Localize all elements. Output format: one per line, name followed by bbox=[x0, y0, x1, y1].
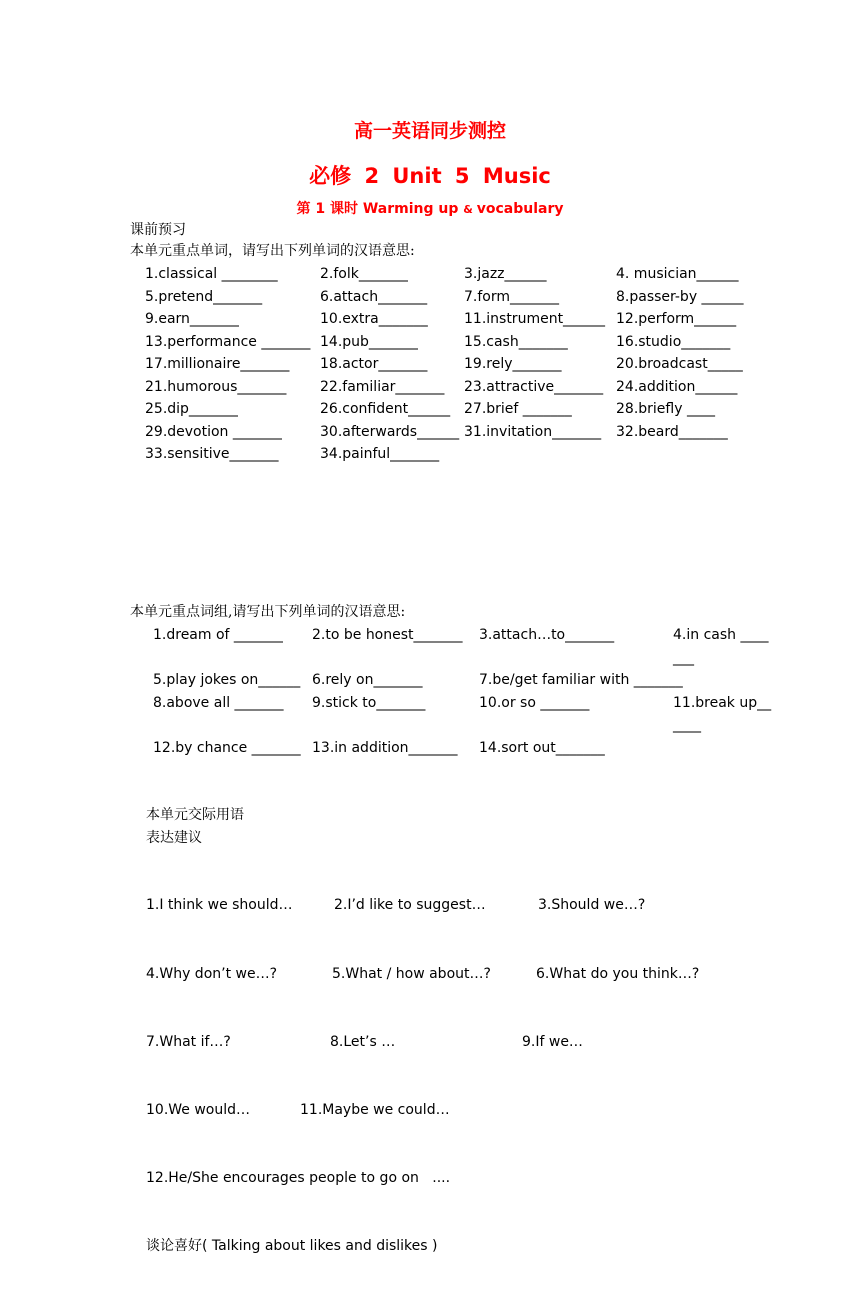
preview-label: 课前预习 bbox=[130, 222, 186, 238]
phrase-item: 10.or so _______ bbox=[479, 694, 590, 711]
phrase-item: 3.attach…to_______ bbox=[479, 627, 615, 643]
word-item: 7.form_______ bbox=[464, 288, 559, 305]
unit-subtitle: 必修 2 Unit 5 Music bbox=[309, 164, 551, 188]
word-item: 17.millionaire_______ bbox=[145, 356, 290, 372]
phrase-item: 12.by chance _______ bbox=[153, 739, 301, 756]
phrase-item: 8.above all _______ bbox=[153, 694, 284, 711]
words-row bbox=[145, 376, 764, 399]
word-item: 6.attach_______ bbox=[320, 288, 428, 305]
expression-line: 12.He/She encourages people to go on .... bbox=[146, 1169, 451, 1186]
expression-line: 7.What if…? 8.Let’s … 9.If we… bbox=[146, 1033, 583, 1050]
word-item: 34.painful_______ bbox=[320, 446, 440, 462]
phrase-item: 9.stick to_______ bbox=[312, 694, 426, 711]
word-item: 13.performance _______ bbox=[145, 333, 311, 350]
lesson-title-main: 第 1 课时 Warming up bbox=[296, 201, 464, 217]
word-item: 2.folk_______ bbox=[320, 266, 408, 282]
phrase-item: 2.to be honest_______ bbox=[312, 627, 463, 643]
expression-line: 10.We would… 11.Maybe we could… bbox=[146, 1101, 450, 1118]
lesson-title-rest: vocabulary bbox=[476, 201, 564, 217]
phrases-row bbox=[153, 624, 773, 669]
word-item: 19.rely_______ bbox=[464, 356, 562, 372]
phrases-table bbox=[153, 624, 773, 759]
expressions-heading: 本单元交际用语 bbox=[146, 807, 244, 823]
word-item: 12.perform______ bbox=[616, 311, 737, 327]
word-item: 9.earn_______ bbox=[145, 311, 239, 327]
word-item bbox=[616, 443, 764, 466]
phrase-item: 4.in cash _______ bbox=[673, 627, 769, 666]
word-item: 27.brief _______ bbox=[464, 401, 572, 417]
phrases-row bbox=[153, 669, 773, 692]
word-item: 28.briefly ____ bbox=[616, 401, 715, 417]
word-item: 4. musician______ bbox=[616, 266, 739, 282]
word-item: 8.passer-by ______ bbox=[616, 288, 744, 305]
phrase-item: 1.dream of _______ bbox=[153, 627, 283, 643]
word-item: 30.afterwards______ bbox=[320, 423, 460, 440]
word-item: 29.devotion _______ bbox=[145, 423, 282, 440]
word-item: 31.invitation_______ bbox=[464, 423, 602, 440]
word-item: 21.humorous_______ bbox=[145, 378, 287, 395]
lesson-title bbox=[0, 198, 860, 218]
words-row bbox=[145, 443, 764, 466]
likes-line: 谈论喜好( Talking about likes and dislikes ) bbox=[146, 1237, 438, 1254]
word-item: 5.pretend_______ bbox=[145, 288, 263, 305]
page-title: 高一英语同步测控 bbox=[353, 120, 506, 142]
expression-line: 1.I think we should… 2.I’d like to suggest… 3.Should we…? bbox=[146, 897, 646, 914]
words-row bbox=[145, 263, 764, 286]
phrases-instruction: 本单元重点词组,请写出下列单词的汉语意思: bbox=[130, 604, 406, 620]
words-row bbox=[145, 331, 764, 354]
word-item: 3.jazz______ bbox=[464, 266, 547, 282]
word-item: 23.attractive_______ bbox=[464, 378, 604, 395]
phrase-item: 14.sort out_______ bbox=[479, 739, 605, 756]
word-item: 32.beard_______ bbox=[616, 423, 728, 440]
expression-line: 4.Why don’t we…? 5.What / how about…? 6.What do you think…? bbox=[146, 965, 700, 982]
word-item: 16.studio_______ bbox=[616, 333, 731, 350]
phrase-item: 5.play jokes on______ bbox=[153, 672, 301, 688]
phrase-item: 13.in addition_______ bbox=[312, 739, 458, 756]
word-item: 20.broadcast_____ bbox=[616, 356, 743, 372]
words-row bbox=[145, 421, 764, 444]
words-table bbox=[145, 263, 764, 466]
phrase-item: 11.break up______ bbox=[673, 694, 772, 733]
words-row bbox=[145, 398, 764, 421]
word-item: 15.cash_______ bbox=[464, 333, 568, 350]
words-row bbox=[145, 353, 764, 376]
phrases-row bbox=[153, 737, 773, 760]
word-item: 25.dip_______ bbox=[145, 401, 238, 417]
phrase-item: 6.rely on_______ bbox=[312, 672, 423, 688]
words-row bbox=[145, 286, 764, 309]
word-item bbox=[464, 443, 616, 466]
word-item: 22.familiar_______ bbox=[320, 378, 445, 395]
expressions-list bbox=[146, 849, 699, 1303]
expressions-subheading: 表达建议 bbox=[146, 830, 202, 846]
words-row bbox=[145, 308, 764, 331]
word-item: 33.sensitive_______ bbox=[145, 446, 279, 462]
word-item: 14.pub_______ bbox=[320, 333, 418, 350]
word-item: 18.actor_______ bbox=[320, 356, 428, 372]
phrases-row bbox=[153, 692, 773, 737]
word-item: 1.classical ________ bbox=[145, 266, 278, 282]
lesson-title-amp: & bbox=[463, 203, 477, 216]
word-item: 26.confident______ bbox=[320, 401, 451, 417]
word-item: 24.addition______ bbox=[616, 378, 738, 395]
word-item: 10.extra_______ bbox=[320, 311, 428, 327]
phrase-item: 7.be/get familiar with _______ bbox=[479, 672, 683, 688]
words-instruction: 本单元重点单词，请写出下列单词的汉语意思: bbox=[130, 243, 415, 259]
word-item: 11.instrument______ bbox=[464, 311, 606, 327]
